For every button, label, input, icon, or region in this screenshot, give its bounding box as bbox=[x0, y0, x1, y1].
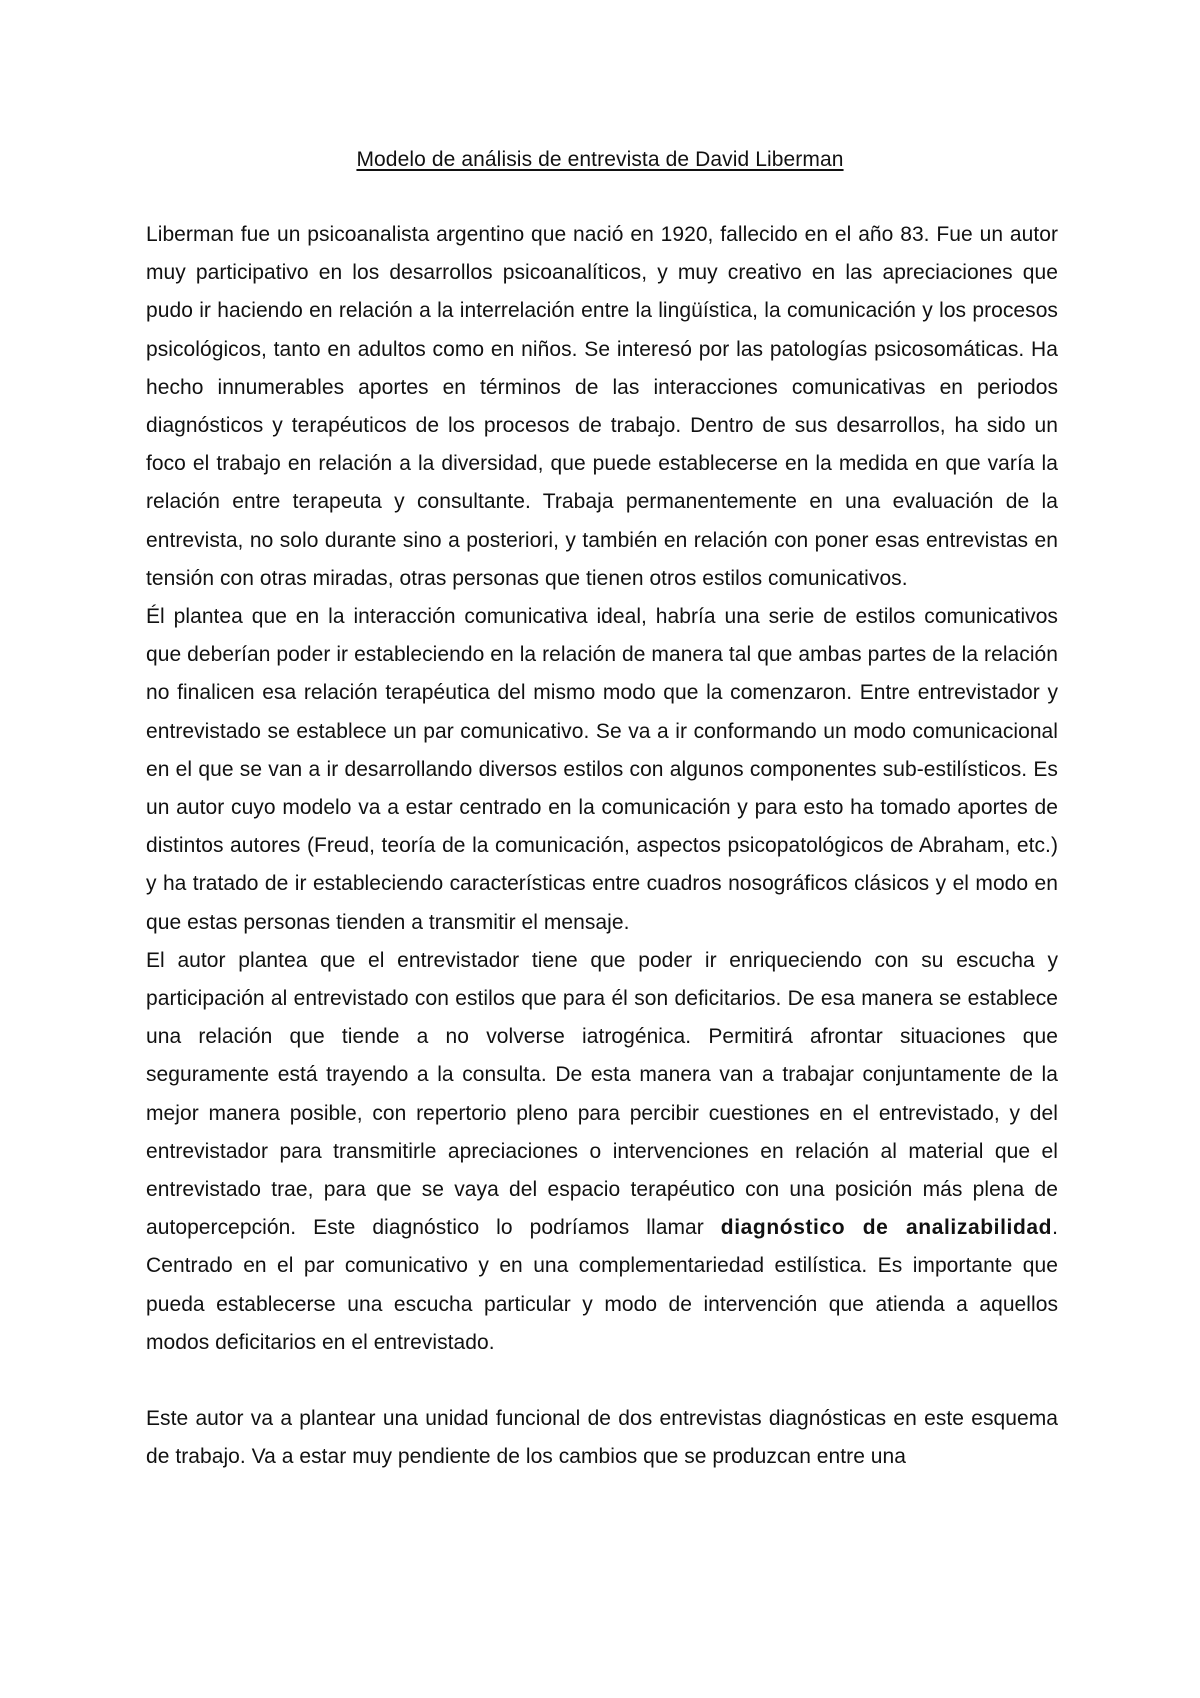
bold-term: diagnóstico de analizabilidad bbox=[720, 1216, 1053, 1240]
paragraph-2: Él plantea que en la interacción comunicativa ideal, habría una serie de estilos comunicativos que deberían poder ir estableciendo en la relación de manera tal que ambas partes de la relación no finalicen esa relación terapéutica del mismo modo que la comenzaron. Entre entrevistador y entrevistado se establece un par comunicativo. Se va a ir conformando un modo comunicacional en el que se van a ir desarrollando diversos estilos con algunos componentes sub-estilísticos. Es un autor cuyo modelo va a estar centrado en la comunicación y para esto ha tomado aportes de distintos autores (Freud, teoría de la comunicación, aspectos psicopatológicos de Abraham, etc.) y ha tratado de ir estableciendo características entre cuadros nosográficos clásicos y el modo en que estas personas tienden a transmitir el mensaje. bbox=[146, 605, 1058, 934]
paragraph-3-tail: . Centrado en el par comunicativo y en una complementariedad estilística. Es importante que pueda establecerse una escucha particular y modo de intervención que atienda a aquellos modos deficitarios en el entrevistado. bbox=[146, 1216, 1058, 1354]
paragraph-3 bbox=[146, 942, 1058, 1362]
document-title: Modelo de análisis de entrevista de David Liberman bbox=[356, 148, 844, 171]
paragraph-1: Liberman fue un psicoanalista argentino que nació en 1920, fallecido en el año 83. Fue un autor muy participativo en los desarrollos psicoanalíticos, y muy creativo en las apreciaciones que pudo ir haciendo en relación a la interrelación entre la lingüística, la comunicación y los procesos psicológicos, tanto en adultos como en niños. Se interesó por las patologías psicosomáticas. Ha hecho innumerables aportes en términos de las interacciones comunicativas en periodos diagnósticos y terapéuticos de los procesos de trabajo. Dentro de sus desarrollos, ha sido un foco el trabajo en relación a la diversidad, que puede establecerse en la medida en que varía la relación entre terapeuta y consultante. Trabaja permanentemente en una evaluación de la entrevista, no solo durante sino a posteriori, y también en relación con poner esas entrevistas en tensión con otras miradas, otras personas que tienen otros estilos comunicativos. bbox=[146, 223, 1058, 590]
paragraph-3-lead: El autor plantea que el entrevistador tiene que poder ir enriqueciendo con su escucha y participación al entrevistado con estilos que para él son deficitarios. De esa manera se establece una relación que tiende a no volverse iatrogénica. Permitirá afrontar situaciones que seguramente está trayendo a la consulta. De esta manera van a trabajar conjuntamente de la mejor manera posible, con repertorio pleno para percibir cuestiones en el entrevistado, y del entrevistador para transmitirle apreciaciones o intervenciones en relación al material que el entrevistado trae, para que se vaya del espacio terapéutico con una posición más plena de autopercepción. Este diagnóstico lo podríamos llamar bbox=[146, 948, 1058, 1240]
document-body bbox=[146, 216, 1058, 1477]
paragraph-4: Este autor va a plantear una unidad funcional de dos entrevistas diagnósticas en este esquema de trabajo. Va a estar muy pendiente de los cambios que se produzcan entre una bbox=[146, 1407, 1058, 1469]
